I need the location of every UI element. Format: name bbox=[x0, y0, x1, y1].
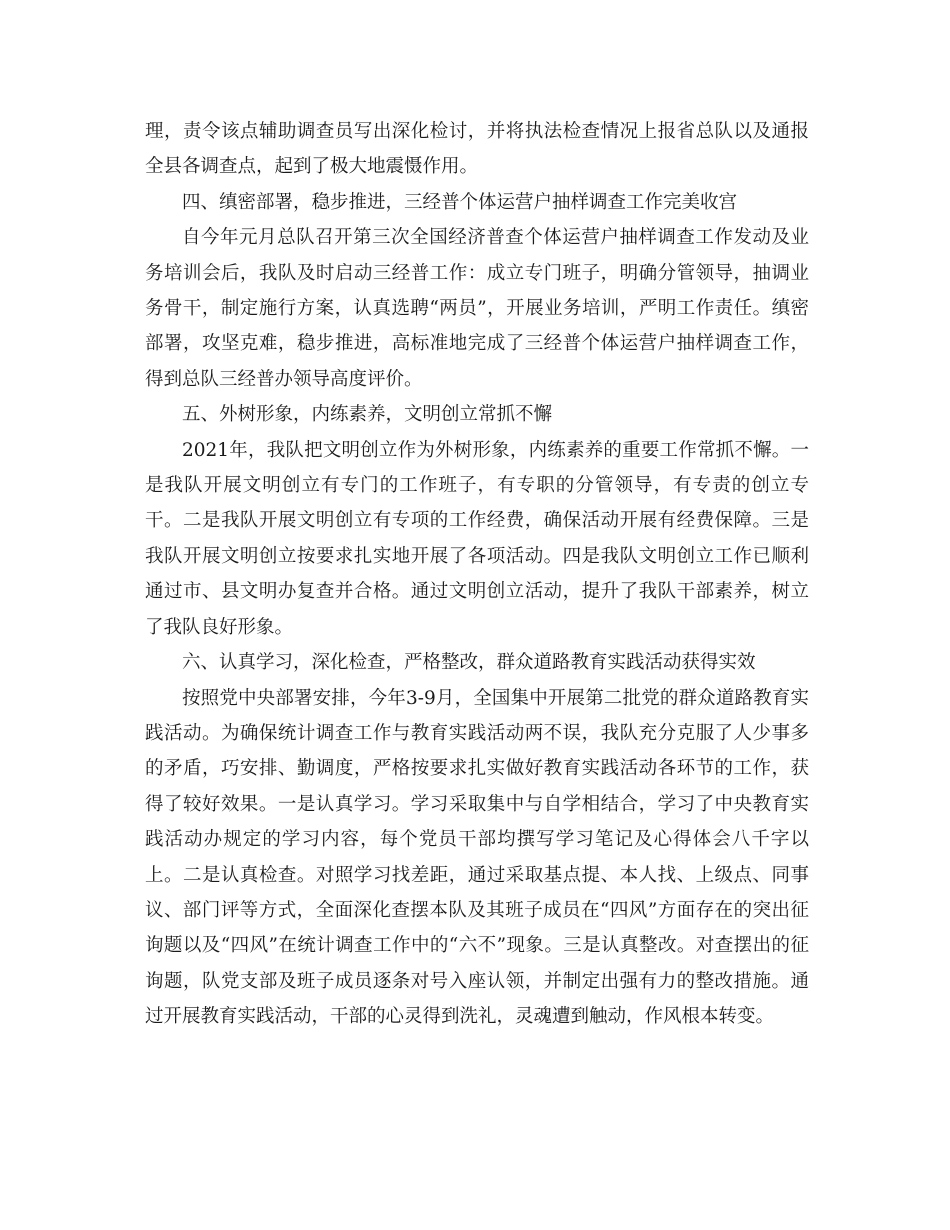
paragraph-continuation: 理，责令该点辅助调查员写出深化检讨，并将执法检查情况上报省总队以及通报全县各调查点，起到了极大地震慑作用。 bbox=[145, 121, 809, 178]
section-heading-4: 四、缜密部署，稳步推进，三经普个体运营户抽样调查工作完美收宫 bbox=[182, 191, 738, 213]
document-body bbox=[145, 114, 809, 1035]
paragraph-census-work: 自今年元月总队召开第三次全国经济普查个体运营户抽样调查工作发动及业务培训会后，我队及时启动三经普工作：成立专门班子，明确分管领导，抽调业务骨干，制定施行方案，认真选聘“两员”，开展业务培训，严明工作责任。缜密部署，攻坚克难，稳步推进，高标准地完成了三经普个体运营户抽样调查工作，得到总队三经普办领导高度评价。 bbox=[145, 227, 809, 390]
paragraph-education-practice: 按照党中央部署安排，今年3-9月，全国集中开展第二批党的群众道路教育实践活动。为确保统计调查工作与教育实践活动两不误，我队充分克服了人少事多的矛盾，巧安排、勤调度，严格按要求扎实做好教育实践活动各环节的工作，获得了较好效果。一是认真学习。学习采取集中与自学相结合，学习了中央教育实践活动办规定的学习内容，每个党员干部均撰写学习笔记及心得体会八千字以上。二是认真检查。对照学习找差距，通过采取基点提、本人找、上级点、同事议、部门评等方式，全面深化查摆本队及其班子成员在“四风”方面存在的突出征询题以及“四风”在统计调查工作中的“六不”现象。三是认真整改。对查摆出的征询题，队党支部及班子成员逐条对号入座认领，并制定出强有力的整改措施。通过开展教育实践活动，干部的心灵得到洗礼，灵魂遭到触动，作风根本转变。 bbox=[145, 687, 809, 1028]
section-heading-6: 六、认真学习，深化检查，严格整改，群众道路教育实践活动获得实效 bbox=[182, 652, 756, 674]
paragraph-civilization: 2021年，我队把文明创立作为外树形象，内练素养的重要工作常抓不懈。一是我队开展文明创立有专门的工作班子，有专职的分管领导，有专责的创立专干。二是我队开展文明创立有专项的工作经费，确保活动开展有经费保障。三是我队开展文明创立按要求扎实地开展了各项活动。四是我队文明创立工作已顺利通过市、县文明办复查并合格。通过文明创立活动，提升了我队干部素养，树立了我队良好形象。 bbox=[145, 439, 809, 638]
section-heading-5: 五、外树形象，内练素养，文明创立常抓不懈 bbox=[182, 404, 553, 426]
